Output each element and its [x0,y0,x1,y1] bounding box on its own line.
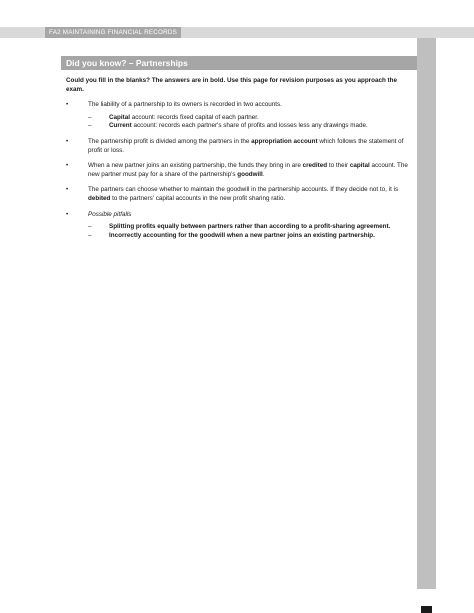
dash-icon: – [88,122,92,130]
side-band [417,38,436,589]
point-text: to the partners' capital accounts in the new profit sharing ratio. [110,194,286,202]
header-band-right [181,27,474,38]
bullet-icon: • [66,137,69,145]
sub-list [88,114,415,131]
section-title: Did you know? – Partnerships [61,56,417,70]
point-text: . [262,170,265,178]
point-goodwill [61,186,415,203]
pitfall-text: Incorrectly accounting for the goodwill when a new partner joins an existing partnership. [109,231,375,239]
point-text: When a new partner joins an existing partnership, the funds they bring in are [88,162,303,170]
bullet-icon: • [66,162,69,170]
point-text: to their [327,162,350,170]
point-text: account. The new partner must pay for a share of the partnership's [88,162,408,178]
sub-item-current [88,122,415,131]
pitfall-item [88,223,415,232]
point-pitfalls [61,211,415,241]
running-title: FA2 MAINTAINING FINANCIAL RECORDS [45,27,181,38]
bullet-icon: • [66,186,69,194]
point-text: The liability of a partnership to its owners is recorded in two accounts. [88,101,282,109]
sub-list [88,223,415,240]
dash-icon: – [88,113,92,121]
header-band-left [0,27,45,38]
sub-text: account: records fixed capital of each partner. [130,113,259,121]
answer-goodwill: goodwill [237,170,263,178]
page-marker [421,606,432,613]
answer-capital: Capital [109,113,130,121]
bullet-icon: • [66,101,69,109]
sub-text: account: records each partner's share of profits and losses less any drawings made. [131,122,368,130]
dash-icon: – [88,231,92,239]
running-header [0,27,474,38]
content-body [61,77,415,247]
point-text: The partnership profit is divided among the partners in the [88,137,252,145]
pitfall-item [88,232,415,241]
answer-credited: credited [302,162,328,170]
point-appropriation [61,138,415,155]
pitfall-text: Splitting profits equally between partners rather than according to a profit-sharing agreement. [109,223,391,231]
sub-item-capital [88,114,415,123]
pitfalls-heading: Possible pitfalls [88,210,132,218]
bullet-icon: • [66,210,69,218]
point-text: which follows the statement of profit or loss. [88,137,404,154]
point-text: The partners can choose whether to maintain the goodwill in the partnership accounts. If they decide not to, it is [88,186,399,194]
answer-appropriation-account: appropriation account [251,137,318,145]
point-new-partner [61,162,415,179]
intro-text: Could you fill in the blanks? The answers are in bold. Use this page for revision purposes as you approach the exam. [66,77,398,93]
answer-debited: debited [88,194,111,202]
answer-current: Current [109,122,132,130]
answer-capital-account: capital [349,162,370,170]
dash-icon: – [88,223,92,231]
point-liability [61,101,415,131]
